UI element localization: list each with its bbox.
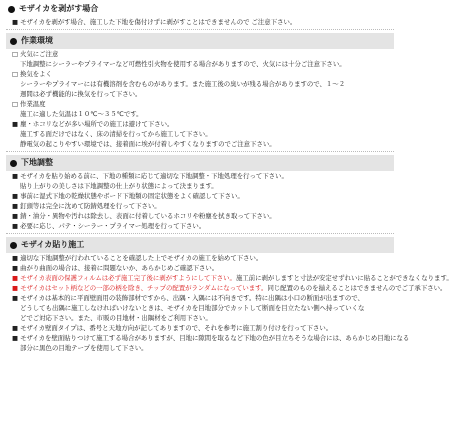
text-line: ■ モザイカを剥がす場合、施工した下地を傷付けずに剥がすことはできませんので ご注意下さい。 xyxy=(12,18,297,26)
warning-text: ■ モザイカ表面の保護フィルムは必ず施工完了後に剥がすようにして下さい。 xyxy=(12,274,236,282)
section-body-tile xyxy=(6,253,453,353)
square-bullet-icon: □ xyxy=(12,100,19,108)
text-line: 週間は必ず機能的に換気を行って下さい。 xyxy=(20,90,142,98)
text-line: 静電気の起こりやすい環境では、接着面に埃が付着しやすくなりますのでご注意下さい。 xyxy=(20,140,276,148)
text-line: ■ モザイカ表面の保護フィルムは必ず施工完了後に剥がすようにして下さい。施工前に剥がしますと寸法が安定せずれいに貼ることができなくなります。 xyxy=(12,274,453,282)
text-line: どうしても出隅に施工しなければいけないときは、モザイカを目地部分でカットして断面を目立たない側へ持っていくな xyxy=(20,304,365,312)
text-line: 施工する面だけではなく、床の清掃を行ってから施工して下さい。 xyxy=(20,130,212,138)
text-line: ■ モザイカはセット柄などの一部の柄を除き、チップの配置がランダムになっています。同じ配置のものを揃えることはできませんのでご了承下さい。 xyxy=(12,284,447,292)
sub-heading: □ 火気にご注意 xyxy=(12,50,59,58)
section-heading-peel xyxy=(6,1,394,17)
text-line: シーラーやプライマーには有機溶剤を含むものがあります。また施工後の臭いが残る場合がありますので、１〜２ xyxy=(20,80,346,88)
divider xyxy=(6,151,394,153)
divider xyxy=(6,29,394,31)
section-heading-env xyxy=(6,33,394,49)
bullet-dot-icon xyxy=(10,160,17,167)
text-line: ■ 釘頭等は完全に沈めて防錆処理を行って下さい。 xyxy=(12,202,161,210)
section-heading-base xyxy=(6,155,394,171)
text-line: ■ 事前に湿式下地の乾燥状態やボード下地類の固定状態をよく確認して下さい。 xyxy=(12,192,244,200)
bullet-dot-icon xyxy=(8,6,15,13)
sub-heading: □ 作業温度 xyxy=(12,100,46,108)
text-line: 貼り上がりの美しさは下地調整の仕上がり状態によって決まります。 xyxy=(20,182,218,190)
text-line: 部分に黒色の目地テープを使用して下さい。 xyxy=(20,344,148,352)
text-line: ■ 塵・ホコリなどが多い場所での施工は避けて下さい。 xyxy=(12,120,174,128)
text-line: ■ 適切な下地調整が行われていることを確認した上でモザイカの施工を始めて下さい。 xyxy=(12,254,263,262)
text-line: どでご対応下さい。また、市販の目地材・出隅材をご利用下さい。 xyxy=(20,314,212,322)
text-line: ■ モザイカ壁面タイプは、番号と天地方向が記してありますので、それを参考に施工割り付けを行って下さい。 xyxy=(12,324,333,332)
section-title: 下地調整 xyxy=(21,158,53,167)
text-line: ■ モザイカを壁面貼りつけて施工する場合がありますが、目地に隙間を取るなど下地の色が目立ちそうな場合には、あらかじめ目地になる xyxy=(12,334,410,342)
square-bullet-icon: □ xyxy=(12,70,19,78)
text-line: ■ 錆・油分・異物や汚れは除去し、表面に付着しているホコリや粉塵を拭き取って下さい。 xyxy=(12,212,276,220)
section-title: モザイカを剥がす場合 xyxy=(19,4,99,13)
bullet-dot-icon xyxy=(10,242,17,249)
section-title: モザイカ貼り施工 xyxy=(21,240,85,249)
text-line: ■ 必要に応じ、パテ・シーラー・プライマー処理を行って下さい。 xyxy=(12,222,206,230)
section-heading-tile xyxy=(6,237,394,253)
text-line: 下地調整にシーラーやプライマーなど可燃性引火物を使用する場合がありますので、火気には十分ご注意下さい。 xyxy=(20,60,346,68)
section-title: 作業環境 xyxy=(21,36,53,45)
text-line: ■ モザイカを貼り始める前に、下地の種類に応じて適切な下地調整・下地処理を行って下さい。 xyxy=(12,172,288,180)
text-line: ■ 曲がり曲面の場合は、接着に問題ないか、あらかじめご確認下さい。 xyxy=(12,264,219,272)
sub-heading: □ 換気をよく xyxy=(12,70,52,78)
square-bullet-icon: □ xyxy=(12,50,19,58)
bullet-dot-icon xyxy=(10,38,17,45)
section-body-peel xyxy=(6,17,394,27)
text-line: ■ モザイカは基本的に平面壁面用の装飾部材ですから、出隅・入隅には不向きです。特に出隅は小口の断面が出ますので、 xyxy=(12,294,364,302)
section-body-env xyxy=(6,49,394,149)
divider xyxy=(6,233,394,235)
text-line: 施工に適した気温は１０℃〜３５℃です。 xyxy=(20,110,143,118)
section-body-base xyxy=(6,171,394,231)
warning-text: ■ モザイカはセット柄などの一部の柄を除き、チップの配置がランダムになっています。 xyxy=(12,284,268,292)
